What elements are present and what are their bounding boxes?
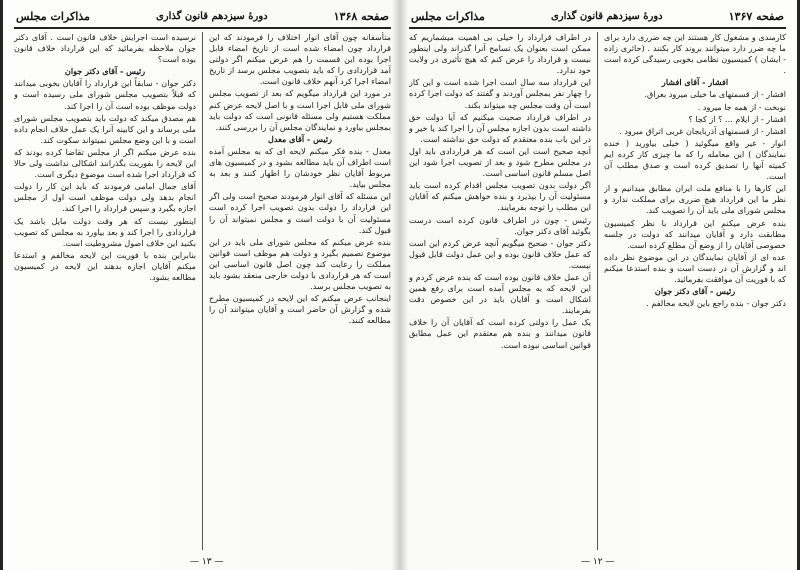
- right-page: [401, 0, 800, 570]
- paragraph: افشار - از ایلام ... ؟ از کجا ؟: [688, 113, 786, 124]
- paragraph: افشار - از قسمتهای آذربایجان غربی اتراق میرود .: [619, 125, 786, 136]
- paragraph: نوبخت - از همه جا میرود .: [697, 101, 786, 112]
- right-page-footer: — ۱۲ —: [581, 557, 615, 567]
- left-page: [0, 0, 399, 570]
- left-page-series: دورهٔ سیزدهم قانون گذاری: [155, 10, 268, 22]
- left-col-left: [14, 32, 196, 550]
- paragraph: دکتر جوان - صحیح میگویم آنچه عرض کردم این است که عمل خلاف قانون بوده و این عمل دولت قابل قبول نیست.: [409, 237, 591, 270]
- left-page-number: صفحه ۱۳۶۸: [333, 9, 389, 23]
- paragraph: انوار - غیر واقع میگوئید ( خیلی بیاورید ( خنده نمایندگان ) این معامله را که ما چیزی کار کرده ایم کمیته آنها را تصدیق کرده است و صدق مطلب آن است.: [604, 137, 786, 182]
- paragraph: معدل - بنده فکر میکنم لایحه ای که به مجلس آمده است اطراف آن باید مطالعه بشود و در کمیسیون های مربوط آقایان نظر خودشان را اظهار کنند و بعد به مجلس بیاید.: [209, 145, 391, 190]
- paragraph: بنده عرض میکنم که مجلس شورای ملی باید در این موضوع تصمیم بگیرد و دولت هم موظف است قوانین مملکت را رعایت کند چون اصل قانون اساسی این است که هر قراردادی با دولت خارجی منعقد بشود باید به تصویب مجلس برسد.: [209, 236, 391, 292]
- right-page-title: مذاکرات مجلس: [411, 9, 485, 23]
- paragraph: این کارها را با منافع ملت ایران مطابق میدانیم و از نظر ما این قرارداد هیچ ضرری برای مملکت ندارد و مجلس شورای ملی باید آن را تصویب کند.: [604, 183, 786, 216]
- right-column-divider: [597, 32, 598, 550]
- paragraph: آن عمل خلاف قانون بوده است که بنده عرض کردم و این لایحه که به مجلس آمده است برای رفع همین اشکال است و آقایان باید در این خصوص دقت بفرمایند.: [409, 271, 591, 316]
- paragraph: این مسئله که آقای انوار فرمودند صحیح است ولی اگر این قرارداد را دولت بدون تصویب اجرا کرده است مسئولیت آن با دولت است و مجلس نمیتواند آن را قبول کند.: [209, 191, 391, 235]
- speaker-heading: رئیس - آقای دکتر جوان: [64, 66, 146, 77]
- left-page-header: [14, 8, 391, 29]
- left-col-right: [209, 32, 391, 550]
- paragraph: متأسفانه چون آقای انوار اختلاف را فرمودند که این قرارداد چون امضاء شده است از تاریخ امضاء قابل اجرا بوده این قسمت را هم عرض میکنم اگر دولتی آمد قراردادی را که باید بتصویب مجلس برسد از تاریخ امضاء اجرا کرد آنهم خلاف قانون است.: [209, 32, 391, 87]
- paragraph: در اطراف قرارداد صحبت میکنیم که آیا دولت حق داشته است بدون اجازه مجلس آن را اجرا کند یا خیر و در این باب بنده معتقدم که دولت حق نداشته است.: [409, 111, 591, 144]
- left-page-columns: [14, 32, 391, 550]
- paragraph: در اطراف قرارداد را خیلی بی اهمیت میشماریم که ممکن است بعنوان یک تسامح آنرا گذراند ولی اینطور نیست و قرارداد را عرض کنم که هیچ تأثیری در ولایت خود ندارد.: [409, 32, 591, 76]
- left-page-footer: — ۱۳ —: [190, 557, 224, 567]
- paragraph: رئیس - چون در اطراف قانون کرده است درست بگوئید آقای دکتر جوان.: [409, 214, 591, 236]
- paragraph: اینطور نیست که هر وقت دولت مایل باشد یک قراردادی را اجرا کند و بعد بیاورد به مجلس که تصویب بکنید این خلاف اصول مشروطیت است.: [14, 215, 196, 248]
- speaker-heading: افشار - آقای افشار: [661, 77, 729, 88]
- paragraph: نرسیده است اجرایش خلاف قانون است . آقای دکتر جوان ملاحظه بفرمائید که این قرارداد خلاف قانون بوده است؟: [14, 32, 196, 65]
- paragraph: کارمندی و مشغول کار هستند این چه ضرری دارد برای ما چه ضرر دارد میتوانند بروند کار بکنند . (حائری زاده - ایشان ) کمیسیون نظامی بخوبی رسیدگی کرده است .: [604, 32, 786, 76]
- paragraph: بنابراین بنده با فوریت این لایحه مخالفم و استدعا میکنم آقایان اجازه بدهند این لایحه در کمیسیون مطالعه بشود.: [14, 249, 196, 282]
- paragraph: اگر دولت بدون تصویب مجلس اقدام کرده است باید مسئولیت آن را بپذیرد و بنده خواهش میکنم که آقایان این مطلب را توجه بفرمایند.: [409, 180, 591, 213]
- right-col-left: [409, 32, 591, 550]
- right-col-right: [604, 32, 786, 550]
- paragraph: اینجانب عرض میکنم که این لایحه در کمیسیون مطرح شده و گزارش آن حاضر است و آقایان میتوانند آن را مطالعه کنند.: [209, 293, 391, 326]
- paragraph: آنچه صحیح است این است که هر قراردادی باید اول در مجلس مطرح شود و بعد از تصویب اجرا شود این اصل مسلم قانون اساسی است.: [409, 145, 591, 179]
- right-page-number: صفحه ۱۳۶۷: [728, 9, 784, 23]
- paragraph: افشار - از قسمتهای ما خیلی میرود بعراق.: [644, 89, 786, 100]
- paragraph: هم مصدق میکند که دولت باید بتصویب مجلس شورای ملی برساند و این کابینه آنرا یک عمل خلاف انجام داده است و با این وضع مجلس نمیتواند سکوت کند.: [14, 112, 196, 145]
- paragraph: یک عمل را دولتی کرده است که آقایان آن را خلاف قانون میدانند و بنده هم معتقدم این عمل مطابق قوانین اساسی نبوده است.: [409, 317, 591, 350]
- right-page-header: [409, 8, 786, 29]
- left-column-divider: [202, 32, 203, 550]
- paragraph: این قرارداد سه سال است اجرا شده است و این کار را چهار نفر بمجلس آوردند و گفتند که دولت اجرا کرده است آن وقت مجلس چه میتواند بکند.: [409, 77, 591, 110]
- paragraph: دکتر جوان - سابقاً این قرارداد را آقایان بخوبی میدانند که قبلاً بتصویب مجلس شورای ملی رسیده است و دولت موظف بوده است آن را اجرا کند.: [14, 78, 196, 111]
- right-page-columns: [409, 32, 786, 550]
- speaker-heading: رئیس - آقای معدل: [267, 133, 333, 144]
- paragraph: بنده عرض میکنم این قرارداد با نظر کمیسیون مطابقت دارد و آقایان میدانند که دولت در جلسه خصوصی آقایان را از وضع آن مطلع کرده است.: [604, 217, 786, 250]
- paragraph: دکتر جوان - بنده راجع باین لایحه مخالفم .: [646, 298, 786, 309]
- paragraph: عده ای از آقایان نمایندگان در این موضوع نظر داده اند و گزارش آن در دست است و بنده استدعا میکنم که با فوریت آن موافقت بفرمائید.: [604, 251, 786, 284]
- paragraph: آقای جمال امامی فرمودند که باید این کار را دولت انجام بدهد ولی دولت موظف است اول از مجلس اجازه بگیرد و سپس قرارداد را اجرا کند.: [14, 181, 196, 214]
- paragraph: بنده عرض میکنم اگر از مجلس تقاضا کرده بودند که این لایحه را بفوریت بگذرانند اشکالی نداشت ولی حالا که قرارداد اجرا شده است موضوع دیگری است.: [14, 146, 196, 180]
- paragraph: در مورد این قرارداد میگویم که بعد از تصویب مجلس شورای ملی قابل اجرا است و با اصل لایحه عرض کنم مملکت هستیم ولی مسئله قانونی است که دولت باید بمجلس بیاورد و نمایندگان مجلس آن را بررسی کنند.: [209, 88, 391, 132]
- speaker-heading: رئیس - آقای دکتر جوان: [654, 286, 736, 297]
- right-page-series: دورهٔ سیزدهم قانون گذاری: [550, 10, 663, 22]
- left-page-title: مذاکرات مجلس: [16, 9, 90, 23]
